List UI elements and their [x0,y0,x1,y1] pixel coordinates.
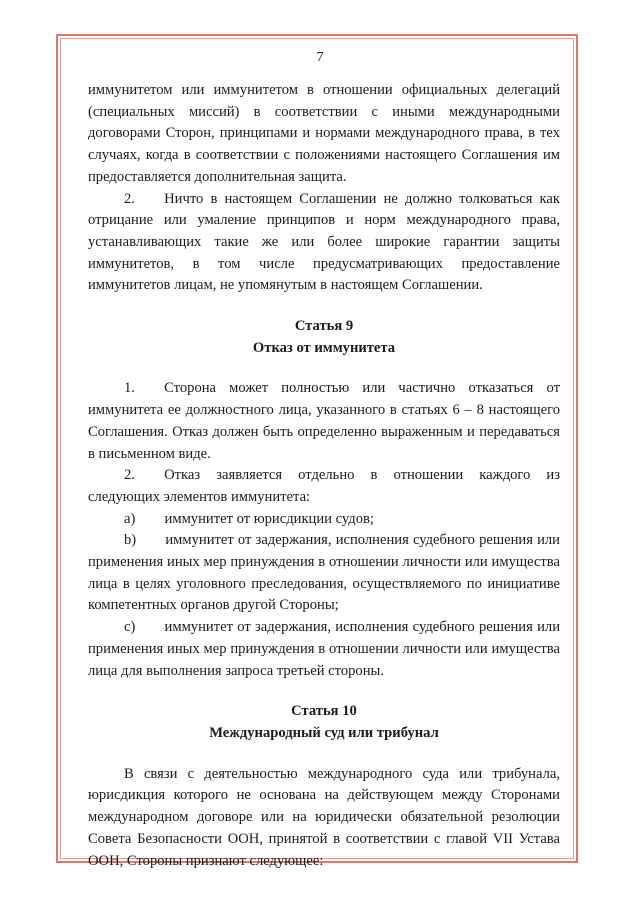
article-9-item-c: c) иммунитет от задержания, исполнения судебного решения или применения иных мер принуждения в отношении личности или имущества лица для выполнения запроса третьей стороны. [88,619,560,679]
page-number: 7 [316,50,324,65]
document-body [88,80,560,872]
article-9-title: Отказ от иммунитета [252,339,396,356]
article-10-paragraph-1: В связи с деятельностью международного суда или трибунала, юрисдикция которого не основана на действующем между Сторонами международном договоре или на юридически обязательной резолюции Совета Безопасности ООН, принятой в соответствии с главой VII Устава ООН, Стороны признают следующее: [88,765,560,869]
article-10-title: Международный суд или трибунал [209,724,439,741]
paragraph-2: 2. Ничто в настоящем Соглашении не должно толковаться как отрицание или умаление принципов и норм международного права, устанавливающих такие же или более широкие гарантии защиты иммунитетов, в том числе предусматривающих предоставление иммунитетов лицам, не упомянутым в настоящем Соглашении. [88,190,560,294]
article-9-item-b: b) иммунитет от задержания, исполнения судебного решения или применения иных мер принуждения в отношении личности или имущества лица в целях уголовного преследования, осуществляемого по инициативе компетентных органов другой Стороны; [88,532,560,614]
paragraph-continuation: иммунитетом или иммунитетом в отношении официальных делегаций (специальных миссий) в соответствии с иными международными договорами Сторон, принципами и нормами международного права, в тех случаях, когда в соответствии с положениями настоящего Соглашения им предоставляется дополнительная защита. [88,82,560,185]
article-9-number: Статья 9 [294,318,354,335]
article-9-paragraph-2: 2. Отказ заявляется отдельно в отношении каждого из следующих элементов иммунитета: [88,467,560,505]
article-9-item-a: a) иммунитет от юрисдикции судов; [124,510,374,527]
article-10-number: Статья 10 [291,703,357,720]
article-9-paragraph-1: 1. Сторона может полностью или частично отказаться от иммунитета ее должностного лица, указанного в статьях 6 – 8 настоящего Соглашения. Отказ должен быть определенно выраженным и передаваться в письменном виде. [88,380,560,462]
